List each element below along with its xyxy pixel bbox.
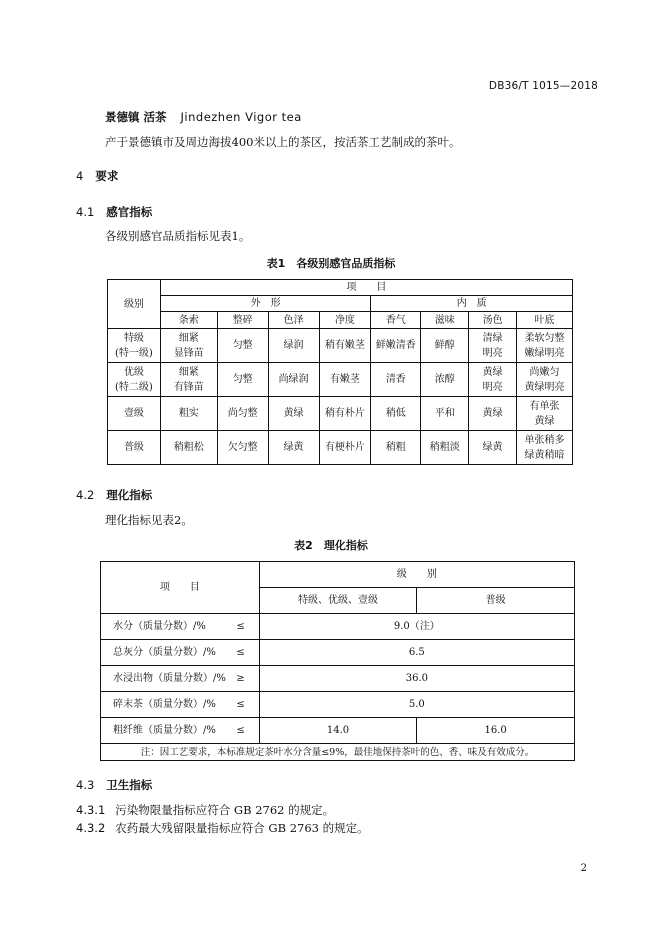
table-row xyxy=(101,666,575,692)
document-code: DB36/T 1015—2018 xyxy=(488,80,598,92)
cell-line: 黄绿明亮 xyxy=(524,381,565,393)
section-number: 4.1 xyxy=(76,205,95,219)
cell-line: 绿润 xyxy=(283,340,304,351)
section-number: 4.3.2 xyxy=(76,821,106,835)
cell-line: 稍低 xyxy=(385,408,406,419)
table-cell xyxy=(517,397,573,431)
cell-line: 单张稍多 xyxy=(524,434,565,446)
table-cell xyxy=(371,363,421,397)
cell-line: 明亮 xyxy=(482,381,503,393)
section-number: 4.2 xyxy=(76,488,95,502)
row-value: 6.5 xyxy=(259,640,574,666)
cell-line: (特一级) xyxy=(115,347,153,359)
section-4-1-heading xyxy=(76,204,152,220)
table-row xyxy=(108,397,573,431)
table-cell xyxy=(319,397,371,431)
section-4-heading xyxy=(76,168,118,184)
row-label-text: 水分（质量分数）/% xyxy=(113,621,206,632)
comparison-symbol: ≤ xyxy=(236,699,245,710)
cell-line: 有梗朴片 xyxy=(324,442,365,453)
section-title: 要求 xyxy=(95,169,119,183)
grade-cell xyxy=(108,363,161,397)
table-row xyxy=(101,692,575,718)
table-cell xyxy=(268,363,319,397)
section-text: 农药最大残留限量指标应符合 GB 2763 的规定。 xyxy=(115,821,369,835)
table-cell xyxy=(268,397,319,431)
cell-line: 匀整 xyxy=(232,374,253,385)
row-value: 36.0 xyxy=(259,666,574,692)
column-header: 净度 xyxy=(319,312,371,329)
section-title: 卫生指标 xyxy=(106,778,153,792)
appearance-group-header: 外 形 xyxy=(160,296,370,312)
row-value: 9.0（注） xyxy=(259,614,574,640)
cell-line: (特二级) xyxy=(115,381,153,393)
table-cell xyxy=(217,363,268,397)
cell-line: 有锋苗 xyxy=(173,381,204,393)
section-text: 污染物限量指标应符合 GB 2762 的规定。 xyxy=(115,803,335,817)
term-definition: 产于景德镇市及周边海拔400米以上的茶区，按活茶工艺制成的茶叶。 xyxy=(105,135,461,149)
table-cell xyxy=(160,397,217,431)
cell-line: 稍粗 xyxy=(385,442,406,453)
table-cell xyxy=(517,431,573,465)
table2-caption: 表2 理化指标 xyxy=(294,539,368,552)
grade-cell xyxy=(108,329,161,363)
cell-line: 有嫩茎 xyxy=(329,374,360,385)
row-label xyxy=(101,640,260,666)
section-4-2-text: 理化指标见表2。 xyxy=(105,513,193,527)
table-row xyxy=(108,363,573,397)
grade-cell xyxy=(108,397,161,431)
column-header: 香气 xyxy=(371,312,421,329)
cell-line: 壹级 xyxy=(123,408,144,419)
table-cell xyxy=(319,363,371,397)
table-cell xyxy=(268,431,319,465)
row-label-text: 碎末茶（质量分数）/% xyxy=(113,699,216,710)
section-4-3-1 xyxy=(76,802,334,818)
cell-line: 尚匀整 xyxy=(227,408,258,419)
cell-line: 鲜嫩清香 xyxy=(375,340,416,351)
grade-header-cell: 级别 xyxy=(108,280,161,329)
cell-line: 黄绿 xyxy=(534,415,555,427)
grade-header-cell: 级 别 xyxy=(259,562,574,588)
table-cell xyxy=(371,397,421,431)
column-header: 汤色 xyxy=(469,312,517,329)
cell-line: 清绿 xyxy=(482,332,503,344)
cell-line: 特级 xyxy=(123,332,144,344)
cell-line: 黄绿 xyxy=(482,408,503,419)
term-heading xyxy=(105,109,302,125)
table-cell xyxy=(421,329,469,363)
row-label-text: 粗纤维（质量分数）/% xyxy=(113,725,216,736)
column-header: 条索 xyxy=(160,312,217,329)
comparison-symbol: ≤ xyxy=(236,725,245,736)
table1-column-header-row xyxy=(108,312,573,329)
table-cell xyxy=(217,329,268,363)
table-cell xyxy=(469,329,517,363)
cell-line: 绿黄 xyxy=(283,442,304,453)
row-label-text: 总灰分（质量分数）/% xyxy=(113,647,216,658)
table-row xyxy=(101,640,575,666)
cell-line: 普级 xyxy=(123,442,144,453)
table2-note: 注：因工艺要求，本标准规定茶叶水分含量≤9%，最佳地保持茶叶的色、香、味及有效成分。 xyxy=(101,744,575,761)
comparison-symbol: ≥ xyxy=(236,673,245,684)
fiber-row-label xyxy=(101,718,260,744)
cell-line: 有单张 xyxy=(529,400,560,412)
table-cell xyxy=(160,363,217,397)
physicochemical-table xyxy=(100,561,575,761)
table-cell xyxy=(421,397,469,431)
grade-cell xyxy=(108,431,161,465)
cell-line: 柔软匀整 xyxy=(524,332,565,344)
cell-line: 平和 xyxy=(434,408,455,419)
column-header: 整碎 xyxy=(217,312,268,329)
cell-line: 稍粗淡 xyxy=(429,442,460,453)
table-cell xyxy=(517,363,573,397)
table-cell xyxy=(217,431,268,465)
table-cell xyxy=(469,431,517,465)
table-cell xyxy=(319,431,371,465)
grade-col-a-header: 特级、优级、壹级 xyxy=(259,588,417,614)
section-4-3-heading xyxy=(76,777,152,793)
item-header-cell: 项 目 xyxy=(160,280,572,296)
sensory-table xyxy=(107,279,573,465)
row-label-text: 水浸出物（质量分数）/% xyxy=(113,673,226,684)
row-label xyxy=(101,666,260,692)
table-cell xyxy=(421,431,469,465)
cell-line: 细紧 xyxy=(178,332,199,344)
cell-line: 浓醇 xyxy=(434,374,455,385)
row-label xyxy=(101,692,260,718)
cell-line: 尚绿润 xyxy=(278,374,309,385)
cell-line: 匀整 xyxy=(232,340,253,351)
column-header: 叶底 xyxy=(517,312,573,329)
term-english: Jindezhen Vigor tea xyxy=(180,110,302,124)
table-cell xyxy=(371,329,421,363)
section-4-3-2 xyxy=(76,820,369,836)
cell-line: 欠匀整 xyxy=(227,442,258,453)
table-cell xyxy=(517,329,573,363)
internal-group-header: 内 质 xyxy=(371,296,573,312)
item-header-cell: 项 目 xyxy=(101,562,260,614)
cell-line: 尚嫩匀 xyxy=(529,366,560,378)
cell-line: 鲜醇 xyxy=(434,340,455,351)
cell-line: 绿黄 xyxy=(482,442,503,453)
table-cell xyxy=(469,363,517,397)
cell-line: 稍有嫩茎 xyxy=(324,340,365,351)
cell-line: 清香 xyxy=(385,374,406,385)
section-number: 4 xyxy=(76,169,84,183)
cell-line: 明亮 xyxy=(482,347,503,359)
cell-line: 优级 xyxy=(123,366,144,378)
table-cell xyxy=(268,329,319,363)
comparison-symbol: ≤ xyxy=(236,647,245,658)
page-number: 2 xyxy=(580,863,587,874)
table-row xyxy=(108,329,573,363)
section-title: 感官指标 xyxy=(106,205,153,219)
cell-line: 稍粗松 xyxy=(173,442,204,453)
row-label xyxy=(101,614,260,640)
table-cell xyxy=(469,397,517,431)
term-title: 景德镇 活茶 xyxy=(105,110,167,124)
section-4-1-text: 各级别感官品质指标见表1。 xyxy=(105,229,251,243)
table-cell xyxy=(421,363,469,397)
fiber-value-b: 16.0 xyxy=(417,718,575,744)
column-header: 色泽 xyxy=(268,312,319,329)
table-cell xyxy=(160,431,217,465)
section-title: 理化指标 xyxy=(106,488,153,502)
table-row xyxy=(101,614,575,640)
grade-col-b-header: 普级 xyxy=(417,588,575,614)
section-number: 4.3.1 xyxy=(76,803,106,817)
table-cell xyxy=(160,329,217,363)
column-header: 滋味 xyxy=(421,312,469,329)
section-number: 4.3 xyxy=(76,778,95,792)
cell-line: 稍有朴片 xyxy=(324,408,365,419)
table1-caption: 表1 各级别感官品质指标 xyxy=(266,257,396,270)
cell-line: 显锋苗 xyxy=(173,347,204,359)
row-value: 5.0 xyxy=(259,692,574,718)
table-cell xyxy=(319,329,371,363)
cell-line: 细紧 xyxy=(178,366,199,378)
table-row xyxy=(108,431,573,465)
table-cell xyxy=(217,397,268,431)
cell-line: 粗实 xyxy=(178,408,199,419)
comparison-symbol: ≤ xyxy=(236,621,245,632)
fiber-value-a: 14.0 xyxy=(259,718,417,744)
section-4-2-heading xyxy=(76,487,152,503)
cell-line: 黄绿 xyxy=(482,366,503,378)
cell-line: 绿黄稍暗 xyxy=(524,449,565,461)
table-cell xyxy=(371,431,421,465)
cell-line: 黄绿 xyxy=(283,408,304,419)
cell-line: 嫩绿明亮 xyxy=(524,347,565,359)
